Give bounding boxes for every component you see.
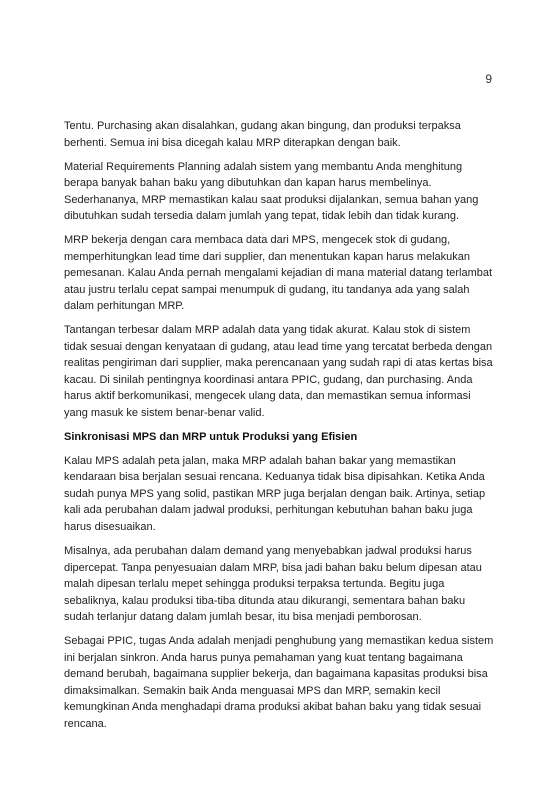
section-heading: Sinkronisasi MPS dan MRP untuk Produksi yang Efisien (64, 430, 358, 443)
page-content (64, 118, 496, 740)
section-paragraph-3: Sebagai PPIC, tugas Anda adalah menjadi penghubung yang memastikan kedua sistem ini berjalan sinkron. Anda harus punya pemahaman yang kuat tentang bagaimana demand berubah, bagaimana supplier bekerja, dan bagaimana kapasitas produksi bisa dimaksimalkan. Semakin baik Anda menguasai MPS dan MRP, semakin kecil kemungkinan Anda menghadapi drama produksi akibat bahan baku yang tidak sesuai rencana. (64, 635, 494, 730)
page-number: 9 (485, 72, 492, 86)
paragraph-4: Tantangan terbesar dalam MRP adalah data yang tidak akurat. Kalau stok di sistem tidak sesuai dengan kenyataan di gudang, atau lead time yang tercatat berbeda dengan realitas pengiriman dari supplier, maka perencanaan yang sudah rapi di atas kertas bisa kacau. Di sinilah pentingnya koordinasi antara PPIC, gudang, dan purchasing. Anda harus aktif berkomunikasi, mengecek ulang data, dan memastikan semua informasi yang masuk ke sistem benar-benar valid. (64, 324, 493, 419)
paragraph-3: MRP bekerja dengan cara membaca data dari MPS, mengecek stok di gudang, memperhitungkan lead time dari supplier, dan menentukan kapan harus melakukan pemesanan. Kalau Anda pernah mengalami kejadian di mana material datang terlambat atau justru terlalu cepat sampai menumpuk di gudang, itu tandanya ada yang salah dalam perhitungan MRP. (64, 234, 493, 313)
paragraph-2: Material Requirements Planning adalah sistem yang membantu Anda menghitung berapa banyak bahan baku yang dibutuhkan dan kapan harus membelinya. Sederhananya, MRP memastikan kalau saat produksi dijalankan, semua bahan yang dibutuhkan sudah tersedia dalam jumlah yang tepat, tidak lebih dan tidak kurang. (64, 160, 479, 223)
section-paragraph-1: Kalau MPS adalah peta jalan, maka MRP adalah bahan bakar yang memastikan kendaraan bisa berjalan sesuai rencana. Keduanya tidak bisa dipisahkan. Ketika Anda sudah punya MPS yang solid, pastikan MRP juga berjalan dengan baik. Artinya, setiap kali ada perubahan dalam jadwal produksi, perhitungan kebutuhan bahan baku juga harus disesuaikan. (64, 454, 486, 533)
paragraph-1: Tentu. Purchasing akan disalahkan, gudang akan bingung, dan produksi terpaksa berhenti. Semua ini bisa dicegah kalau MRP diterapkan dengan baik. (64, 120, 461, 149)
section-paragraph-2: Misalnya, ada perubahan dalam demand yang menyebabkan jadwal produksi harus dipercepat. Tanpa penyesuaian dalam MRP, bisa jadi bahan baku belum dipesan atau malah dipesan terlalu mepet sehingga produksi terpaksa tertunda. Begitu juga sebaliknya, kalau produksi tiba-tiba ditunda atau dikurangi, sementara bahan baku sudah terlanjur datang dalam jumlah besar, itu bisa menjadi pemborosan. (64, 545, 482, 624)
